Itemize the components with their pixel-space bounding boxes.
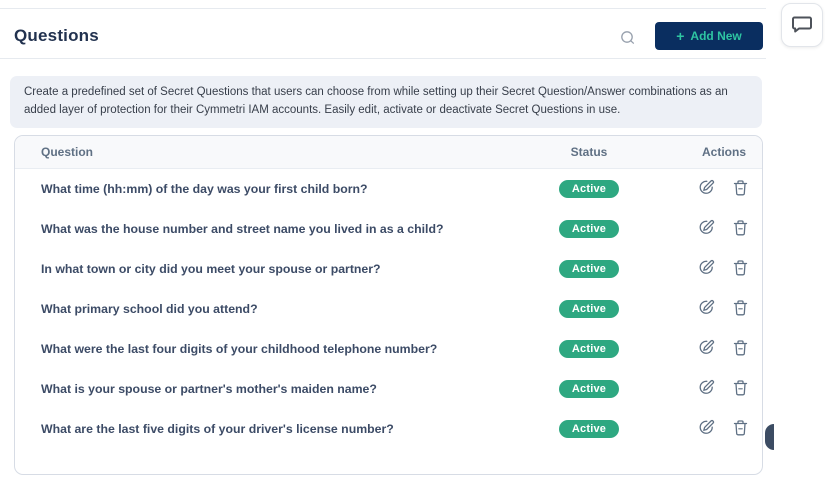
plus-icon: +	[676, 27, 685, 44]
table-row	[15, 169, 762, 209]
table-row	[15, 369, 762, 409]
trash-icon	[732, 179, 749, 200]
speech-bubble-icon	[790, 12, 814, 39]
column-header-question: Question	[41, 145, 94, 159]
table-row	[15, 209, 762, 249]
trash-icon	[732, 339, 749, 360]
feedback-chat-button[interactable]	[781, 3, 823, 47]
column-header-actions: Actions	[701, 145, 746, 159]
edit-button[interactable]	[697, 220, 716, 239]
status-badge: Active	[559, 180, 619, 198]
status-badge: Active	[559, 220, 619, 238]
edit-pencil-icon	[697, 218, 716, 240]
table-row	[15, 329, 762, 369]
edit-button[interactable]	[697, 380, 716, 399]
question-text: What time (hh:mm) of the day was your first child born?	[41, 182, 368, 196]
trash-icon	[732, 419, 749, 440]
delete-button[interactable]	[731, 420, 750, 439]
table-header-row	[15, 136, 762, 169]
question-text: What primary school did you attend?	[41, 302, 258, 316]
page-title: Questions	[14, 26, 99, 45]
questions-table-card	[14, 135, 763, 475]
search-button[interactable]	[617, 27, 639, 49]
trash-icon	[732, 299, 749, 320]
delete-button[interactable]	[731, 380, 750, 399]
edit-button[interactable]	[697, 180, 716, 199]
side-drawer-handle[interactable]	[765, 424, 774, 450]
table-row	[15, 409, 762, 449]
search-icon	[617, 27, 639, 49]
title-divider	[0, 58, 766, 59]
delete-button[interactable]	[731, 180, 750, 199]
edit-pencil-icon	[697, 178, 716, 200]
question-text: In what town or city did you meet your spouse or partner?	[41, 262, 381, 276]
question-text: What is your spouse or partner's mother's maiden name?	[41, 382, 377, 396]
trash-icon	[732, 219, 749, 240]
status-badge: Active	[559, 380, 619, 398]
delete-button[interactable]	[731, 340, 750, 359]
status-badge: Active	[559, 300, 619, 318]
edit-pencil-icon	[697, 418, 716, 440]
delete-button[interactable]	[731, 220, 750, 239]
add-new-label: Add New	[690, 29, 742, 43]
trash-icon	[732, 379, 749, 400]
edit-button[interactable]	[697, 300, 716, 319]
question-text: What were the last four digits of your childhood telephone number?	[41, 342, 438, 356]
table-row	[15, 249, 762, 289]
info-banner	[10, 76, 762, 128]
status-badge: Active	[559, 260, 619, 278]
table-body	[15, 169, 762, 449]
edit-pencil-icon	[697, 378, 716, 400]
info-banner-text: Create a predefined set of Secret Questions that users can choose from while setting up their Secret Question/Answer combinations as an added layer of protection for their Cymmetri IAM accounts. Easily edit, activate or deactivate Secret Questions in use.	[24, 86, 728, 116]
add-new-button[interactable]	[655, 22, 763, 50]
column-header-status: Status	[570, 145, 608, 159]
edit-button[interactable]	[697, 420, 716, 439]
edit-button[interactable]	[697, 260, 716, 279]
status-badge: Active	[559, 340, 619, 358]
edit-pencil-icon	[697, 338, 716, 360]
question-text: What are the last five digits of your driver's license number?	[41, 422, 394, 436]
top-divider	[0, 8, 766, 9]
edit-pencil-icon	[697, 258, 716, 280]
status-badge: Active	[559, 420, 619, 438]
edit-button[interactable]	[697, 340, 716, 359]
trash-icon	[732, 259, 749, 280]
edit-pencil-icon	[697, 298, 716, 320]
question-text: What was the house number and street name you lived in as a child?	[41, 222, 444, 236]
table-row	[15, 289, 762, 329]
delete-button[interactable]	[731, 300, 750, 319]
delete-button[interactable]	[731, 260, 750, 279]
